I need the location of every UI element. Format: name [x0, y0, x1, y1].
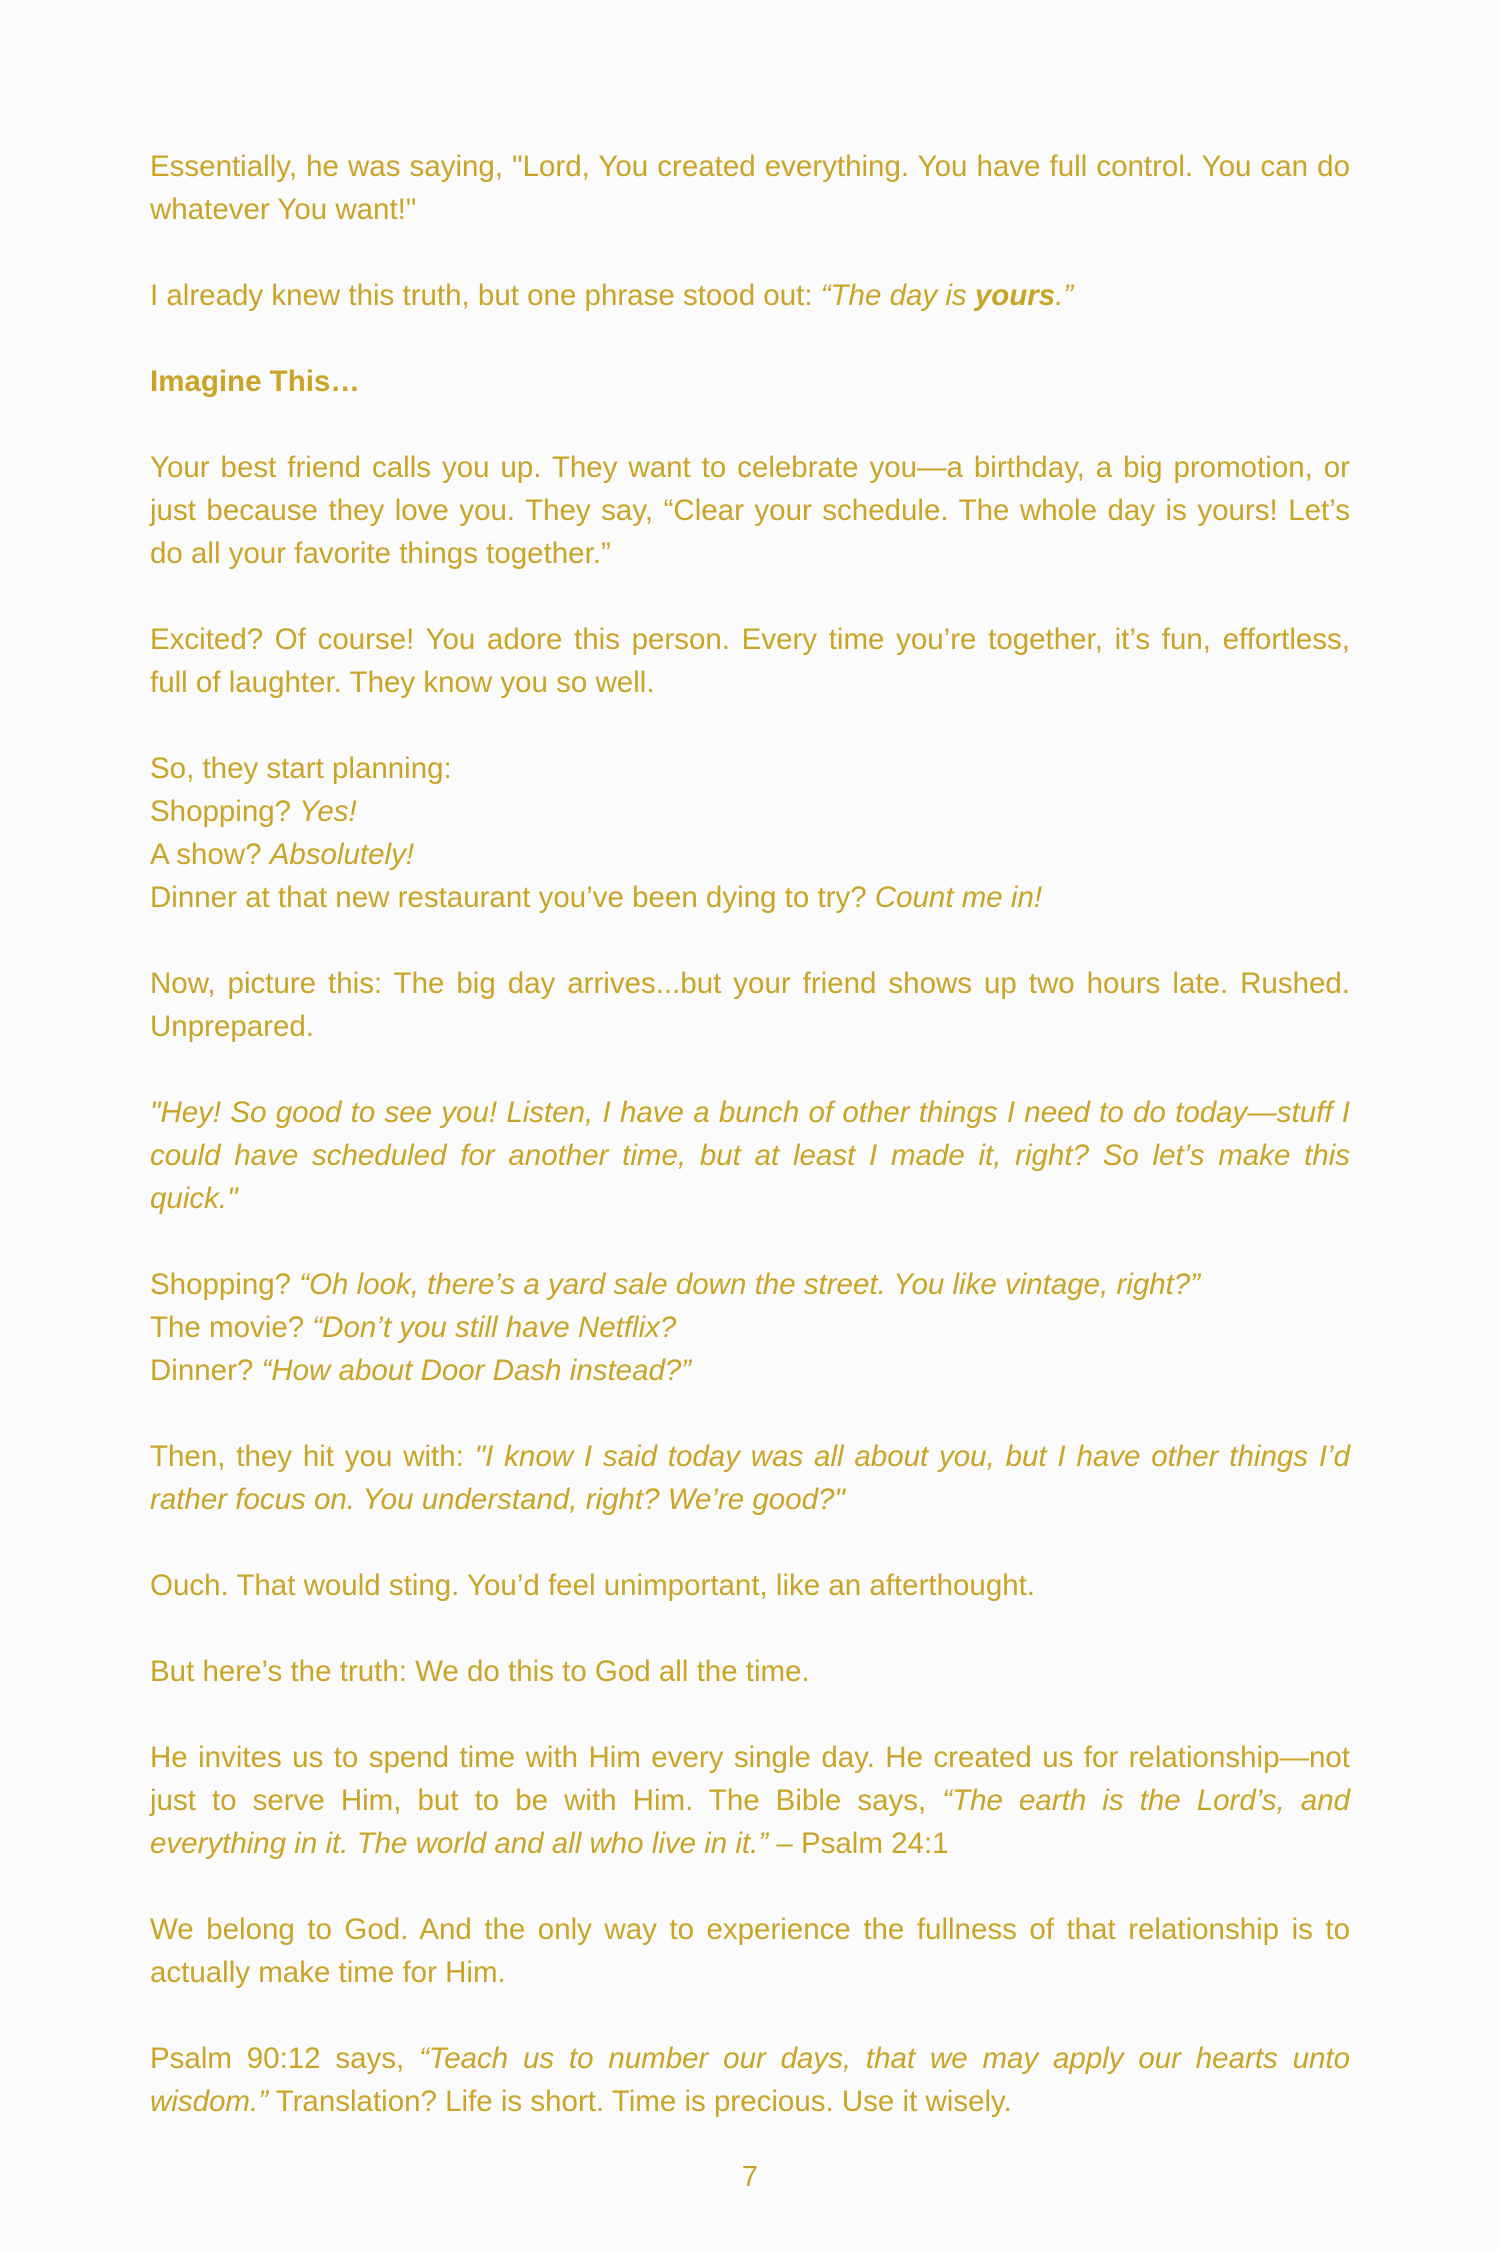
- planning-item-2-text: A show?: [150, 838, 270, 871]
- paragraph-12-scripture: “Teach us to number our days, that we may apply our hearts unto wisdom.”: [150, 2042, 1350, 2118]
- paragraph-3: Your best friend calls you up. They want to celebrate you—a birthday, a big promotion, or just because they love you. They say, “Clear your schedule. The whole day is yours! Let’s do all your favorite things together.”: [150, 451, 1350, 570]
- alternative-item-2-reply: “Don’t you still have Netflix?: [312, 1311, 677, 1344]
- paragraph-12-end: Translation? Life is short. Time is precious. Use it wisely.: [268, 2085, 1012, 2118]
- planning-item-1-text: Shopping?: [150, 795, 300, 828]
- paragraph-8: Ouch. That would sting. You’d feel unimportant, like an afterthought.: [150, 1569, 1036, 1602]
- alternative-item-1-reply: “Oh look, there’s a yard sale down the street. You like vintage, right?”: [299, 1268, 1201, 1301]
- alternative-item-1: [150, 1263, 1350, 1306]
- paragraph-5: Now, picture this: The big day arrives...but your friend shows up two hours late. Rushed. Unprepared.: [150, 967, 1350, 1043]
- paragraph-7: [150, 1435, 1350, 1521]
- paragraph-1: Essentially, he was saying, "Lord, You created everything. You have full control. You can do whatever You want!": [150, 150, 1350, 226]
- planning-item-1-answer: Yes!: [299, 795, 357, 828]
- paragraph-10-scripture: “The earth is the Lord’s, and everything in it. The world and all who live in it.”: [150, 1784, 1351, 1860]
- paragraph-10-reference: – Psalm 24:1: [768, 1827, 949, 1860]
- paragraph-2-quote-start: “The day is: [820, 279, 975, 312]
- alternative-item-3-text: Dinner?: [150, 1354, 262, 1387]
- planning-item-3-text: Dinner at that new restaurant you’ve been dying to try?: [150, 881, 875, 914]
- paragraph-7-quote: "I know I said today was all about you, but I have other things I’d rather focus on. You understand, right? We’re good?": [150, 1440, 1350, 1516]
- section-heading: Imagine This…: [150, 365, 360, 398]
- alternatives-list: [150, 1263, 1350, 1392]
- paragraph-12: [150, 2037, 1350, 2123]
- paragraph-2-quote: [821, 279, 1074, 312]
- paragraph-9: But here’s the truth: We do this to God all the time.: [150, 1655, 810, 1688]
- planning-item-3: [150, 876, 1350, 919]
- paragraph-10: [150, 1736, 1350, 1865]
- paragraph-11: We belong to God. And the only way to experience the fullness of that relationship is to actually make time for Him.: [150, 1913, 1350, 1989]
- paragraph-4: Excited? Of course! You adore this person. Every time you’re together, it’s fun, effortless, full of laughter. They know you so well.: [150, 623, 1350, 699]
- alternative-item-3-reply: “How about Door Dash instead?”: [261, 1354, 692, 1387]
- planning-item-2-answer: Absolutely!: [269, 838, 415, 871]
- planning-intro: So, they start planning:: [150, 752, 452, 785]
- paragraph-12-text: Psalm 90:12 says,: [150, 2042, 420, 2075]
- planning-item-3-answer: Count me in!: [874, 881, 1043, 914]
- paragraph-2-quote-bold: yours: [974, 279, 1056, 312]
- paragraph-6: "Hey! So good to see you! Listen, I have a bunch of other things I need to do today—stuff I could have scheduled for another time, but at least I made it, right? So let’s make this quick.": [150, 1096, 1350, 1215]
- paragraph-2-text: I already knew this truth, but one phrase stood out:: [150, 279, 821, 312]
- paragraph-10-text: He invites us to spend time with Him every single day. He created us for relationship—not just to serve Him, but to be with Him. The Bible says,: [150, 1741, 1350, 1817]
- paragraph-7-text: Then, they hit you with:: [150, 1440, 475, 1473]
- paragraph-2-quote-end: .”: [1055, 279, 1074, 312]
- alternative-item-2: [150, 1306, 1350, 1349]
- planning-item-2: [150, 833, 1350, 876]
- page-content: [150, 145, 1350, 2166]
- alternative-item-3: [150, 1349, 1350, 1392]
- alternative-item-1-text: Shopping?: [150, 1268, 300, 1301]
- page-number: 7: [741, 2161, 759, 2193]
- paragraph-2: [150, 274, 1350, 317]
- planning-list: [150, 747, 1350, 919]
- planning-item-1: [150, 790, 1350, 833]
- alternative-item-2-text: The movie?: [150, 1311, 313, 1344]
